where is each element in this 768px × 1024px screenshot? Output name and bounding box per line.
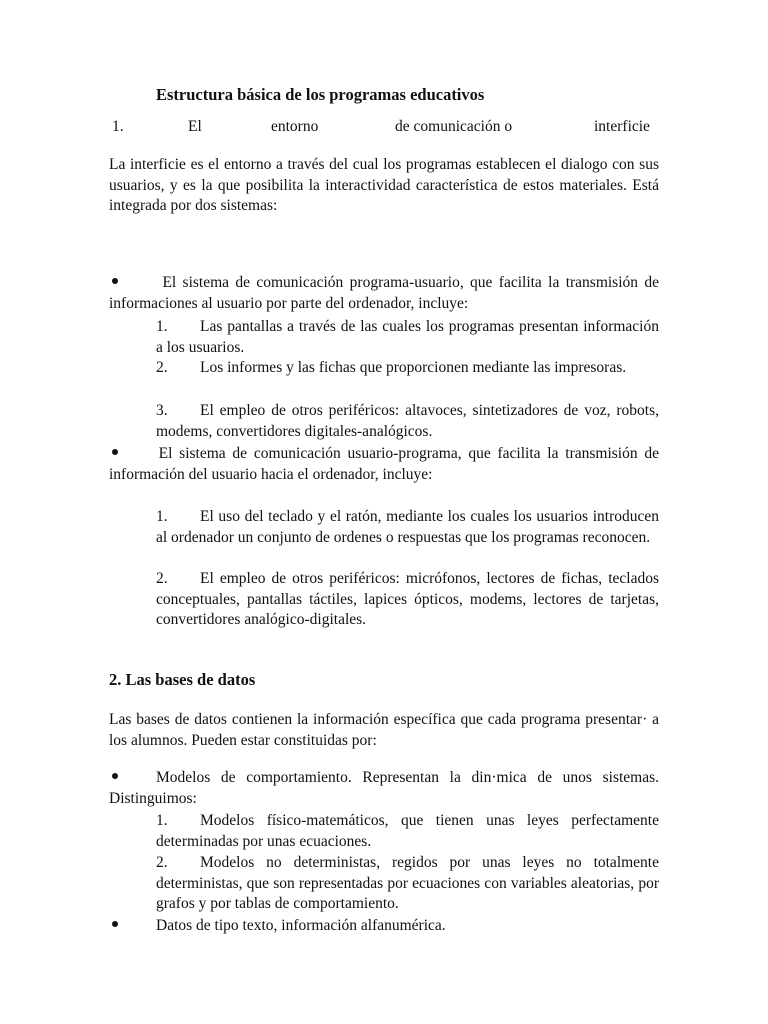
heading-word: entorno	[271, 118, 319, 135]
bullet-text: El sistema de comunicación usuario-programa, que facilita la transmisión de información del usuario hacia el ordenador, incluye:	[109, 445, 659, 483]
numbered-item	[156, 317, 659, 358]
numbered-item	[156, 811, 659, 852]
heading-word: de comunicación o	[395, 118, 513, 135]
item-text: Las pantallas a través de las cuales los programas presentan información a los usuarios.	[156, 318, 659, 356]
heading-number: 1.	[112, 118, 124, 135]
item-text: El uso del teclado y el ratón, mediante los cuales los usuarios introducen al ordenador un conjunto de ordenes o respuestas que los programas reconocen.	[156, 508, 659, 546]
bullet-dot	[112, 773, 118, 779]
heading-word: El	[188, 118, 202, 135]
bullet-dot	[112, 278, 118, 284]
bullet-item	[109, 768, 659, 809]
bullet-item	[109, 273, 659, 314]
item-text: Modelos físico-matemáticos, que tienen unas leyes perfectamente determinadas por unas ecuaciones.	[156, 812, 659, 850]
intro-paragraph-2: Las bases de datos contienen la información específica que cada programa presentar· a los alumnos. Pueden estar constituidas por:	[109, 711, 659, 749]
item-text: El empleo de otros periféricos: altavoces, sintetizadores de voz, robots, modems, convertidores digitales-analógicos.	[156, 402, 659, 440]
heading-word: interficie	[594, 118, 650, 135]
numbered-item	[156, 569, 659, 631]
item-number: 3.	[156, 402, 168, 419]
numbered-item	[156, 507, 659, 548]
bullet-dot	[112, 449, 118, 455]
numbered-item	[156, 401, 659, 442]
item-number: 2.	[156, 570, 168, 587]
section-1-heading	[109, 117, 659, 137]
numbered-item	[156, 853, 659, 915]
numbered-item	[156, 358, 659, 379]
bullet-text: El sistema de comunicación programa-usuario, que facilita la transmisión de informaciones al usuario por parte del ordenador, incluye:	[109, 274, 659, 312]
item-number: 1.	[156, 812, 168, 829]
bullet-item	[109, 444, 659, 485]
document-title: Estructura básica de los programas educativos	[156, 85, 485, 104]
item-number: 2.	[156, 854, 168, 871]
item-number: 1.	[156, 318, 168, 335]
bullet-text: Modelos de comportamiento. Representan la din·mica de unos sistemas. Distinguimos:	[109, 769, 659, 807]
item-text: Modelos no deterministas, regidos por unas leyes no totalmente deterministas, que son representadas por ecuaciones con variables aleatorias, por grafos y por tablas de comportamiento.	[156, 854, 659, 912]
intro-paragraph: La interficie es el entorno a través del cual los programas establecen el dialogo con sus usuarios, y es la que posibilita la interactividad característica de estos materiales. Está integrada por dos sistemas:	[109, 156, 659, 214]
item-number: 2.	[156, 359, 168, 376]
bullet-item	[109, 916, 659, 937]
item-number: 1.	[156, 508, 168, 525]
item-text: El empleo de otros periféricos: micrófonos, lectores de fichas, teclados conceptuales, pantallas táctiles, lapices ópticos, modems, lectores de tarjetas, convertidores analógico-digitales.	[156, 570, 659, 628]
item-text: Los informes y las fichas que proporcionen mediante las impresoras.	[200, 359, 627, 376]
bullet-text: Datos de tipo texto, información alfanumérica.	[156, 917, 446, 934]
section-2-heading: 2. Las bases de datos	[109, 670, 256, 689]
bullet-dot	[112, 921, 118, 927]
